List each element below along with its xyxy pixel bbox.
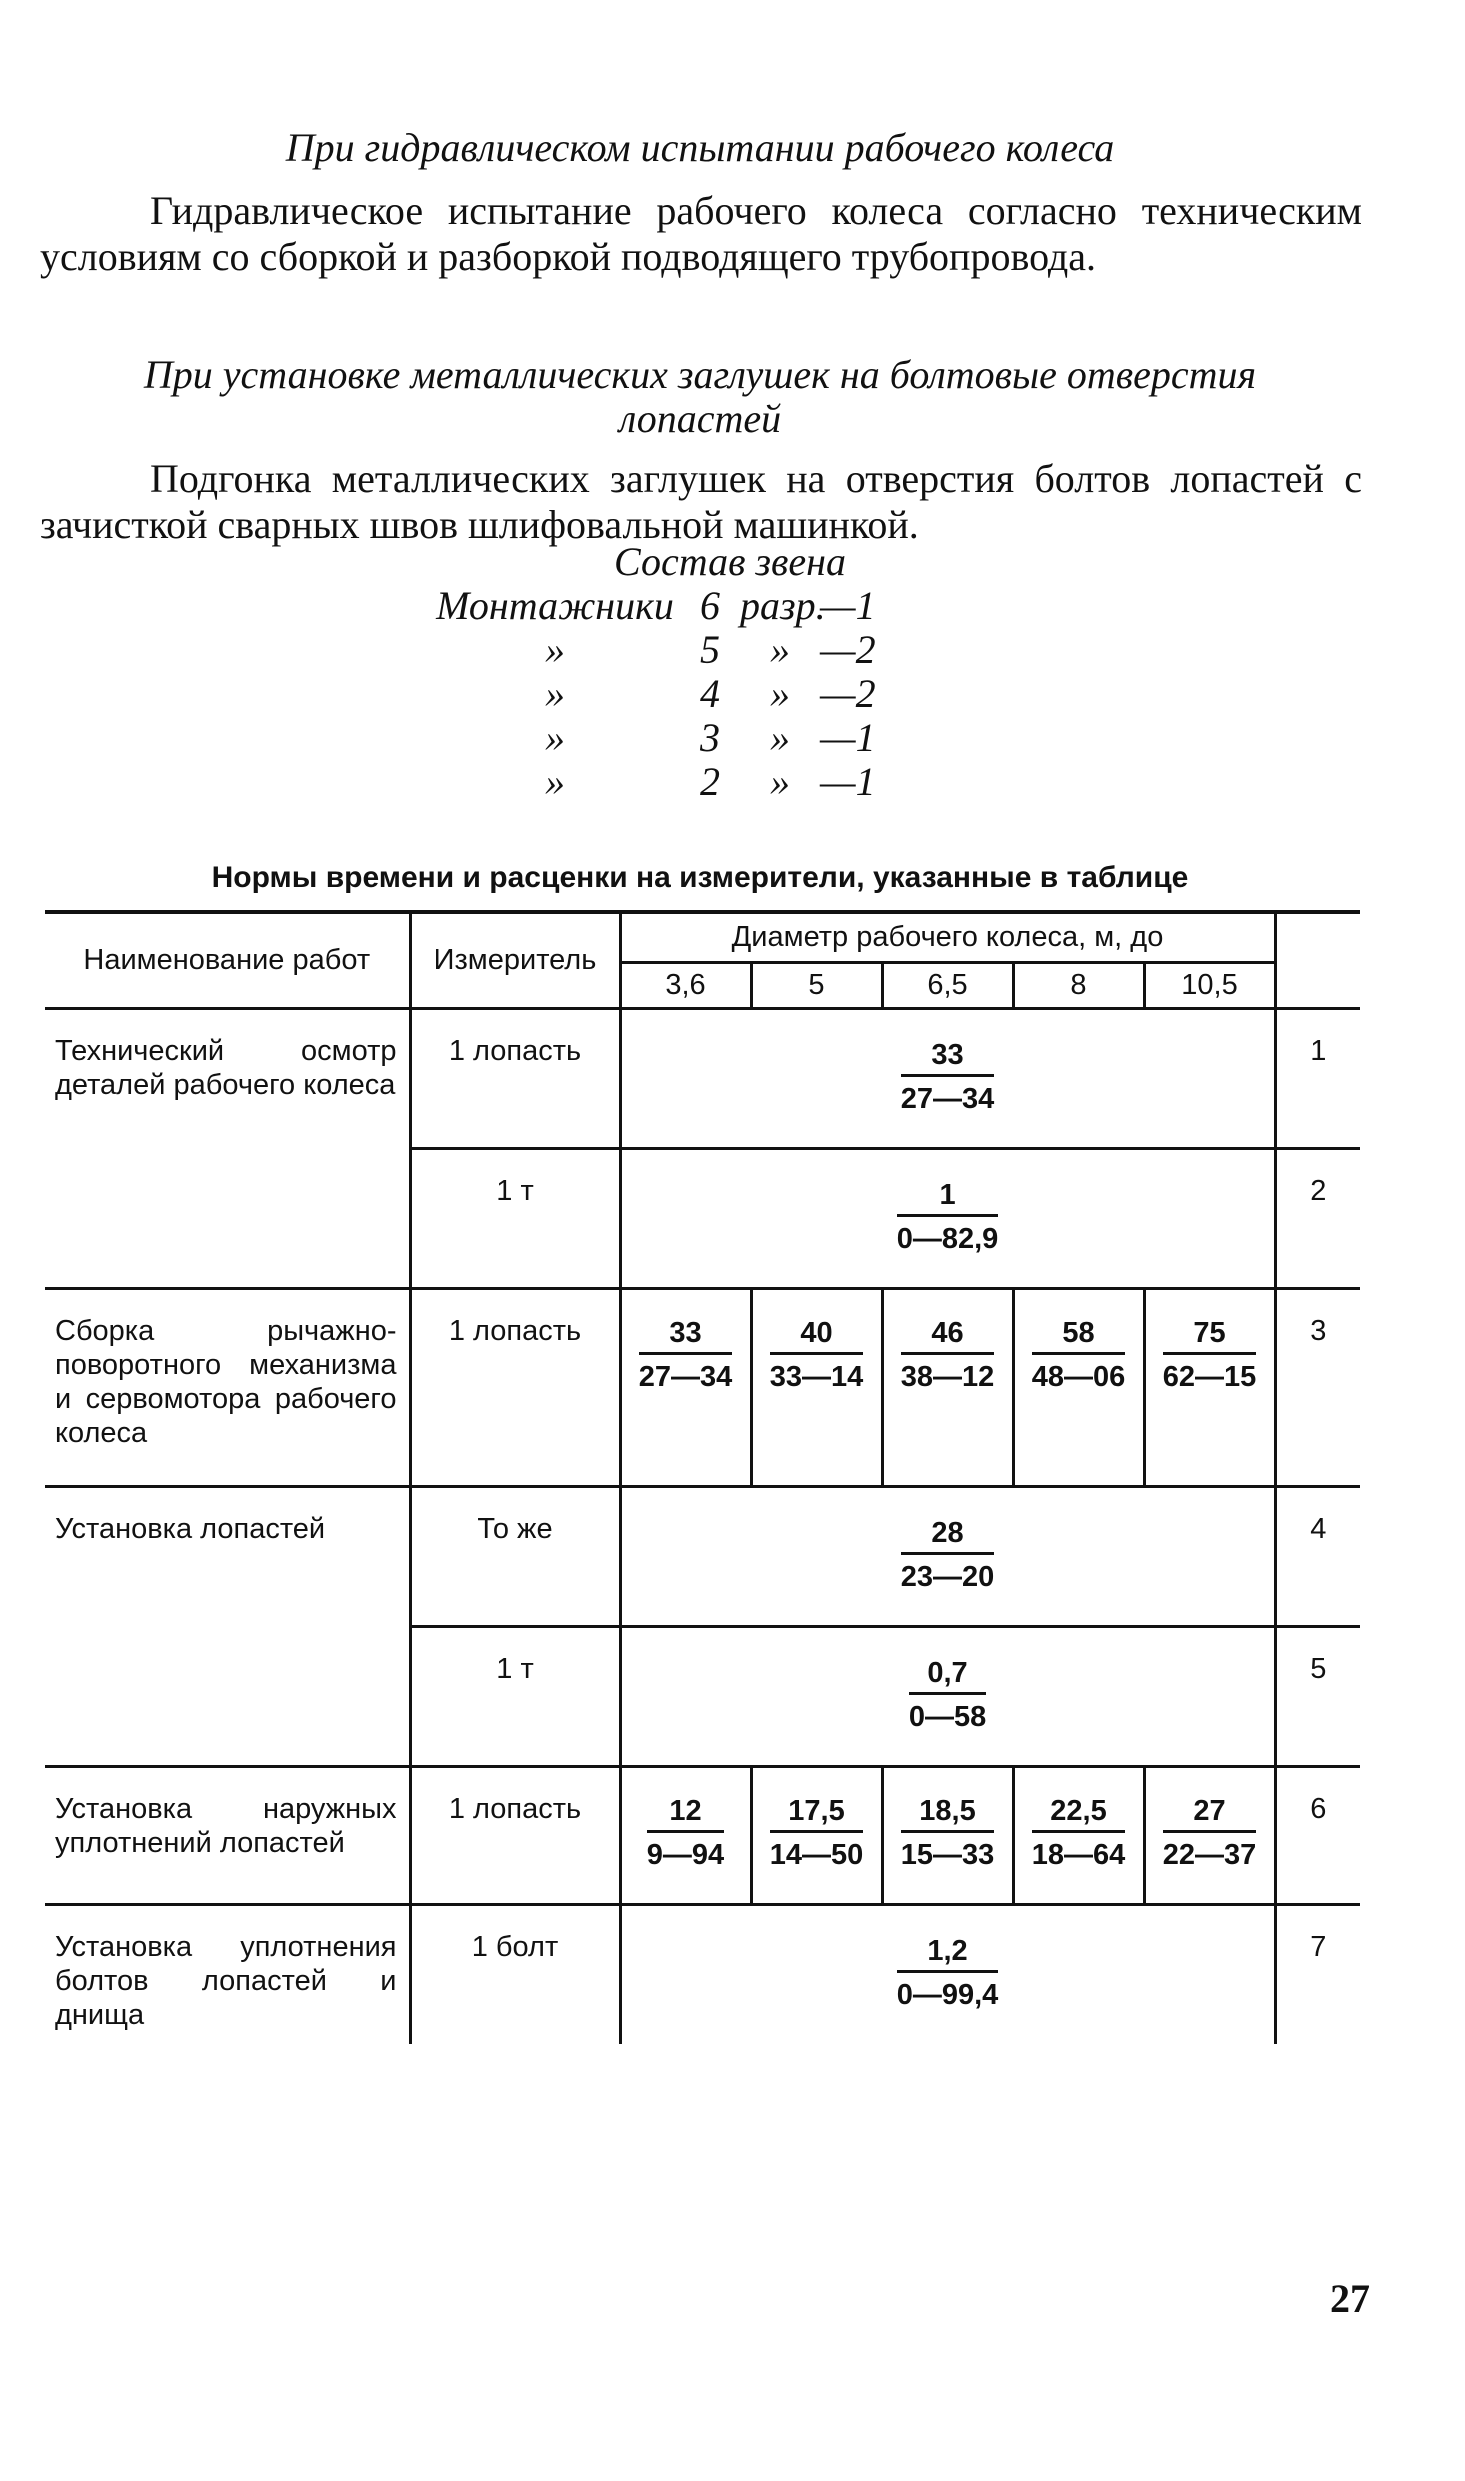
brigade-row: » 3 » —1 [545, 715, 876, 760]
row-name: Установка уплотнения болтов лопастей и днища [45, 1904, 410, 2044]
brigade-row: » 5 » —2 [545, 627, 876, 672]
row-name: Установка наружных уплотнений лопастей [45, 1766, 410, 1904]
table-caption: Нормы времени и расценки на измерители, указанные в таблице [211, 861, 1189, 894]
section2-heading-line2: лопастей [618, 396, 782, 441]
row-number: 2 [1275, 1148, 1360, 1288]
norm-cell: $\frac{18,5}{15—33}$ [882, 1766, 1013, 1904]
row-name: Сборка рычажно-поворотного механизма и сервомотора рабочего колеса [45, 1288, 410, 1486]
table-row [45, 1008, 1360, 1148]
row-unit: 1 лопасть [410, 1008, 620, 1148]
norm-cell: $\frac{1}{0—82,9}$ [620, 1148, 1275, 1288]
table-row [45, 1486, 1360, 1626]
row-number: 7 [1275, 1904, 1360, 2044]
brigade-row: Монтажники 6 разр. —1 [436, 583, 876, 628]
norm-cell: $\frac{58}{48—06}$ [1013, 1288, 1144, 1486]
norm-cell: $\frac{33}{27—34}$ [620, 1288, 751, 1486]
header-unit: Измеритель [410, 912, 620, 1008]
row-number: 5 [1275, 1626, 1360, 1766]
row-unit: То же [410, 1486, 620, 1626]
row-number: 6 [1275, 1766, 1360, 1904]
header-diameter-value: 10,5 [1144, 962, 1275, 1008]
row-unit: 1 т [410, 1626, 620, 1766]
section2-text: Подгонка металлических заглушек на отверстия болтов лопастей с зачисткой сварных швов шлифовальной машинкой. [40, 456, 1362, 547]
norm-cell: $\frac{1,2}{0—99,4}$ [620, 1904, 1275, 2044]
norm-cell: $\frac{27}{22—37}$ [1144, 1766, 1275, 1904]
section1-heading: При гидравлическом испытании рабочего колеса [285, 125, 1115, 170]
norm-cell: $\frac{40}{33—14}$ [751, 1288, 882, 1486]
brigade-row: » 4 » —2 [545, 671, 876, 716]
header-diameter: Диаметр рабочего колеса, м, до [620, 912, 1275, 962]
norm-cell: $\frac{22,5}{18—64}$ [1013, 1766, 1144, 1904]
norm-cell: $\frac{28}{23—20}$ [620, 1486, 1275, 1626]
section2-heading-line1: При установке металлических заглушек на болтовые отверстия [143, 352, 1257, 397]
table-row [45, 1904, 1360, 2044]
header-diameter-value: 5 [751, 962, 882, 1008]
norm-cell: $\frac{12}{9—94}$ [620, 1766, 751, 1904]
section1-text: Гидравлическое испытание рабочего колеса согласно техническим условиям со сборкой и разборкой подводящего трубопровода. [40, 188, 1362, 279]
header-diameter-value: 3,6 [620, 962, 751, 1008]
norm-cell: $\frac{33}{27—34}$ [620, 1008, 1275, 1148]
brigade-title: Состав звена [613, 539, 846, 584]
norms-table [45, 910, 1360, 2044]
row-number: 1 [1275, 1008, 1360, 1148]
header-number [1275, 912, 1360, 1008]
row-unit: 1 лопасть [410, 1288, 620, 1486]
row-number: 4 [1275, 1486, 1360, 1626]
page-number: 27 [1330, 2276, 1370, 2321]
norm-cell: $\frac{46}{38—12}$ [882, 1288, 1013, 1486]
table-row [45, 1288, 1360, 1486]
header-name: Наименование работ [45, 912, 410, 1008]
row-unit: 1 болт [410, 1904, 620, 2044]
row-unit: 1 лопасть [410, 1766, 620, 1904]
norm-cell: $\frac{75}{62—15}$ [1144, 1288, 1275, 1486]
row-number: 3 [1275, 1288, 1360, 1486]
brigade-composition [430, 540, 1050, 804]
row-name: Установка лопастей [45, 1486, 410, 1766]
table-row [45, 1766, 1360, 1904]
row-name: Технический осмотр деталей рабочего колеса [45, 1008, 410, 1288]
brigade-row: » 2 » —1 [545, 759, 876, 804]
norm-cell: $\frac{0,7}{0—58}$ [620, 1626, 1275, 1766]
header-diameter-value: 6,5 [882, 962, 1013, 1008]
norm-cell: $\frac{17,5}{14—50}$ [751, 1766, 882, 1904]
row-unit: 1 т [410, 1148, 620, 1288]
header-diameter-value: 8 [1013, 962, 1144, 1008]
